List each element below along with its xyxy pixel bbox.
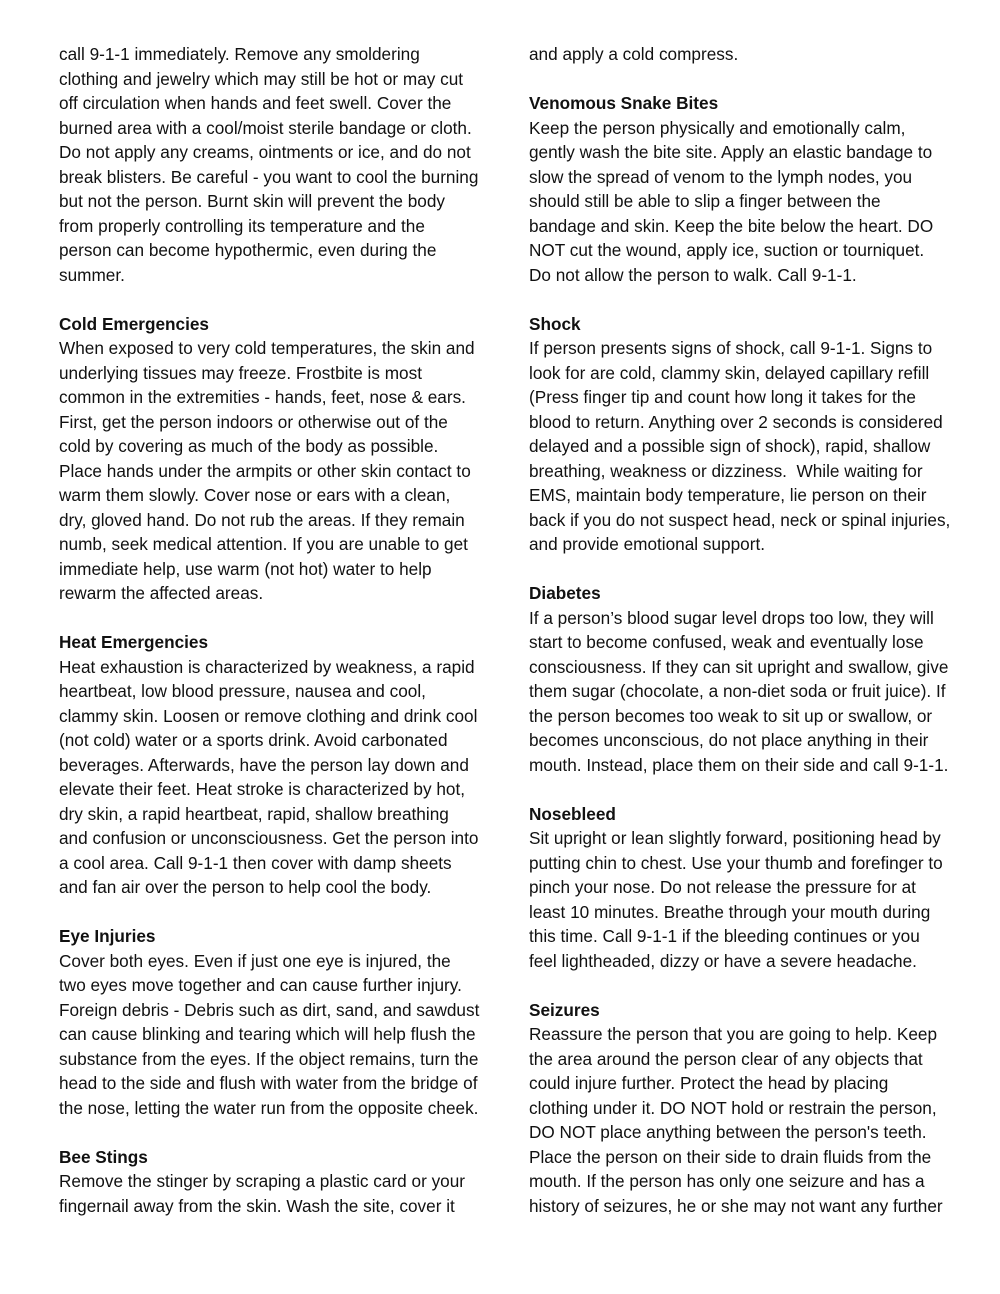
body-text-line: First, get the person indoors or otherwise out of the <box>59 411 448 432</box>
body-text-line: clammy skin. Loosen or remove clothing and drink cool <box>59 705 478 726</box>
section-heading: Eye Injuries <box>59 926 156 946</box>
body-text-line: two eyes move together and can cause further injury. <box>59 975 462 995</box>
body-text-line: underlying tissues may freeze. Frostbite is most <box>59 362 422 383</box>
section-spacer <box>529 777 979 802</box>
section-venomous-snake-bites <box>529 91 979 287</box>
section-spacer <box>529 973 979 998</box>
body-text-line: call 9-1-1 immediately. Remove any smoldering <box>59 44 420 64</box>
body-text-line: back if you do not suspect head, neck or spinal injuries, <box>529 509 951 530</box>
body-text-line: Keep the person physically and emotionally calm, <box>529 117 906 138</box>
section-heading: Cold Emergencies <box>59 313 209 334</box>
section-heading: Seizures <box>529 999 600 1020</box>
body-text-line: If a person’s blood sugar level drops too low, they will <box>529 607 934 628</box>
body-text-line: this time. Call 9-1-1 if the bleeding continues or you <box>529 926 920 946</box>
body-text-line: and confusion or unconsciousness. Get the person into <box>59 828 479 848</box>
body-text-line: fingernail away from the skin. Wash the site, cover it <box>59 1195 455 1216</box>
section-spacer <box>59 900 509 925</box>
body-text-line: Do not apply any creams, ointments or ice, and do not <box>59 142 471 162</box>
section-spacer <box>59 606 509 631</box>
body-text-line: substance from the eyes. If the object remains, turn the <box>59 1048 479 1069</box>
body-text-line: person can become hypothermic, even during the <box>59 240 437 260</box>
body-text-line: elevate their feet. Heat stroke is characterized by hot, <box>59 779 466 799</box>
section-heading: Venomous Snake Bites <box>529 93 719 113</box>
section-continuation <box>529 42 979 67</box>
body-text-line: putting chin to chest. Use your thumb and forefinger to <box>529 852 943 873</box>
section-spacer <box>529 67 979 92</box>
section-spacer <box>529 557 979 582</box>
section-spacer <box>59 287 509 312</box>
body-text-line: dry, gloved hand. Do not rub the areas. If they remain <box>59 509 465 530</box>
body-text-line: look for are cold, clammy skin, delayed capillary refill <box>529 362 930 383</box>
section-cold-emergencies <box>59 312 509 606</box>
section-diabetes <box>529 581 979 777</box>
body-text-line: DO NOT place anything between the person's teeth. <box>529 1122 927 1142</box>
body-text-line: numb, seek medical attention. If you are unable to get <box>59 534 468 554</box>
body-text-line: should still be able to slip a finger between the <box>529 191 881 211</box>
body-text-line: summer. <box>59 264 125 285</box>
left-column <box>59 42 509 1218</box>
body-text-line: pinch your nose. Do not release the pressure for at <box>529 877 916 897</box>
section-heading: Diabetes <box>529 583 601 603</box>
section-heading: Heat Emergencies <box>59 632 209 652</box>
section-shock <box>529 312 979 557</box>
body-text-line: Foreign debris - Debris such as dirt, sand, and sawdust <box>59 999 480 1020</box>
body-text-line: could injure further. Protect the head by placing <box>529 1073 889 1093</box>
body-text-line: Heat exhaustion is characterized by weakness, a rapid <box>59 656 475 677</box>
body-text-line: Reassure the person that you are going to help. Keep <box>529 1024 938 1044</box>
body-text-line: clothing and jewelry which may still be hot or may cut <box>59 68 464 89</box>
body-text-line: warm them slowly. Cover nose or ears with a clean, <box>59 485 451 505</box>
body-text-line: start to become confused, weak and eventually lose <box>529 632 924 652</box>
body-text-line: becomes unconscious, do not place anything in their <box>529 730 929 750</box>
body-text-line: the area around the person clear of any objects that <box>529 1048 923 1069</box>
body-text-line: the nose, letting the water run from the opposite cheek. <box>59 1097 479 1118</box>
body-text-line: immediate help, use warm (not hot) water to help <box>59 558 432 579</box>
body-text-line: Remove the stinger by scraping a plastic card or your <box>59 1171 466 1191</box>
body-text-line: least 10 minutes. Breathe through your mouth during <box>529 901 931 922</box>
body-text-line: NOT cut the wound, apply ice, suction or tourniquet. <box>529 240 925 260</box>
body-text-line: bandage and skin. Keep the bite below the heart. DO <box>529 215 934 236</box>
section-heading: Bee Stings <box>59 1146 148 1167</box>
body-text-line: When exposed to very cold temperatures, the skin and <box>59 338 475 358</box>
section-heading: Nosebleed <box>529 803 616 824</box>
body-text-line: common in the extremities - hands, feet, nose & ears. <box>59 387 466 407</box>
body-text-line: If person presents signs of shock, call 9-1-1. Signs to <box>529 338 933 358</box>
body-text-line: (Press finger tip and count how long it takes for the <box>529 387 916 407</box>
body-text-line: delayed and a possible sign of shock), rapid, shallow <box>529 436 931 456</box>
body-text-line: cold by covering as much of the body as possible. <box>59 436 439 456</box>
body-text-line: Place hands under the armpits or other skin contact to <box>59 460 471 481</box>
body-text-line: mouth. Instead, place them on their side and call 9-1-1. <box>529 754 949 775</box>
body-text-line: and apply a cold compress. <box>529 44 739 64</box>
body-text-line: burned area with a cool/moist sterile bandage or cloth. <box>59 117 472 138</box>
body-text-line: break blisters. Be careful - you want to cool the burning <box>59 166 479 187</box>
body-text-line: can cause blinking and tearing which will help flush the <box>59 1024 476 1044</box>
body-text-line: gently wash the bite site. Apply an elastic bandage to <box>529 142 933 162</box>
body-text-line: from properly controlling its temperature and the <box>59 215 425 236</box>
body-text-line: the person becomes too weak to sit up or swallow, or <box>529 705 933 726</box>
section-heat-emergencies <box>59 630 509 900</box>
body-text-line: heartbeat, low blood pressure, nausea and cool, <box>59 681 426 701</box>
body-text-line: rewarm the affected areas. <box>59 583 264 603</box>
body-text-line: and fan air over the person to help cool the body. <box>59 877 432 897</box>
body-text-line: them sugar (chocolate, a non-diet soda or fruit juice). If <box>529 681 946 701</box>
body-text-line: feel lightheaded, dizzy or have a severe headache. <box>529 950 917 971</box>
section-spacer <box>529 287 979 312</box>
body-text-line: mouth. If the person has only one seizure and has a <box>529 1171 925 1191</box>
right-column <box>529 42 979 1218</box>
body-text-line: history of seizures, he or she may not want any further <box>529 1195 943 1216</box>
body-text-line: Sit upright or lean slightly forward, positioning head by <box>529 828 941 848</box>
body-text-line: Place the person on their side to drain fluids from the <box>529 1146 932 1167</box>
body-text-line: Do not allow the person to walk. Call 9-1-1. <box>529 264 857 285</box>
body-text-line: (not cold) water or a sports drink. Avoid carbonated <box>59 730 448 750</box>
body-text-line: off circulation when hands and feet swell. Cover the <box>59 93 452 113</box>
section-heading: Shock <box>529 313 581 334</box>
body-text-line: and provide emotional support. <box>529 534 766 554</box>
section-nosebleed <box>529 802 979 974</box>
body-text-line: a cool area. Call 9-1-1 then cover with damp sheets <box>59 852 452 873</box>
body-text-line: dry skin, a rapid heartbeat, rapid, shallow breathing <box>59 803 449 824</box>
body-text-line: clothing under it. DO NOT hold or restrain the person, <box>529 1097 937 1118</box>
body-text-line: head to the side and flush with water from the bridge of <box>59 1073 478 1093</box>
body-text-line: Cover both eyes. Even if just one eye is injured, the <box>59 950 451 971</box>
body-text-line: beverages. Afterwards, have the person lay down and <box>59 754 469 775</box>
section-bee-stings <box>59 1145 509 1219</box>
section-spacer <box>59 1120 509 1145</box>
body-text-line: consciousness. If they can sit upright and swallow, give <box>529 656 949 677</box>
section-continuation <box>59 42 509 287</box>
body-text-line: EMS, maintain body temperature, lie person on their <box>529 485 927 505</box>
body-text-line: but not the person. Burnt skin will prevent the body <box>59 191 445 211</box>
body-text-line: breathing, weakness or dizziness. While waiting for <box>529 460 923 481</box>
section-eye-injuries <box>59 924 509 1120</box>
body-text-line: blood to return. Anything over 2 seconds is considered <box>529 411 943 432</box>
section-seizures <box>529 998 979 1219</box>
body-text-line: slow the spread of venom to the lymph nodes, you <box>529 166 913 187</box>
